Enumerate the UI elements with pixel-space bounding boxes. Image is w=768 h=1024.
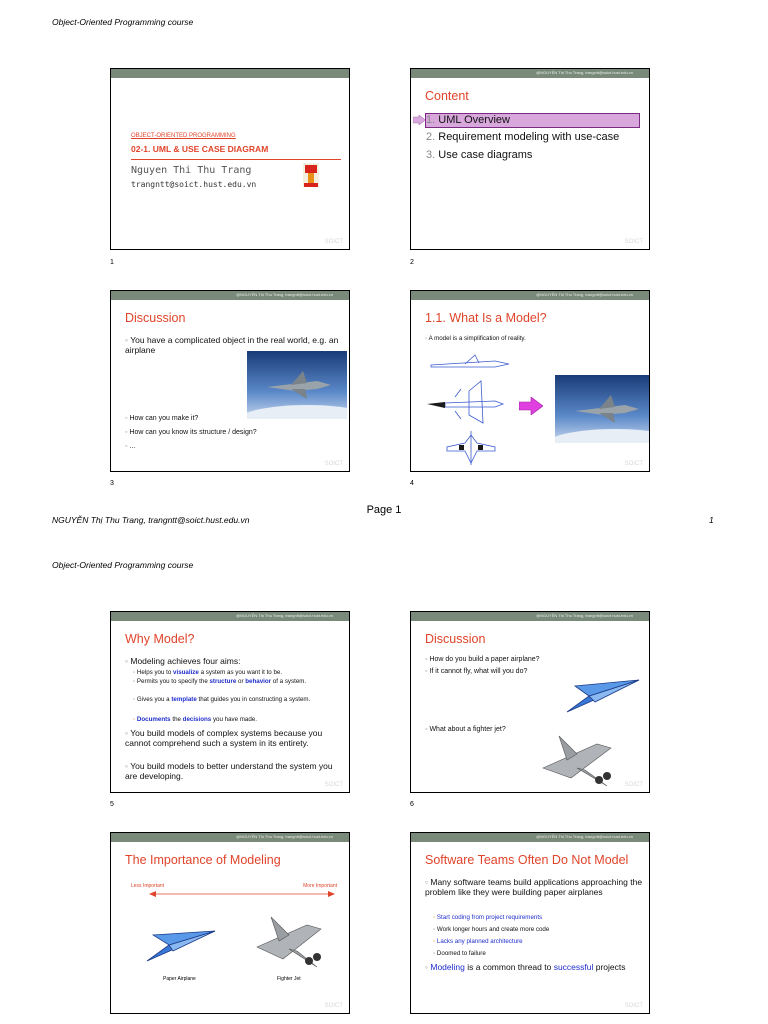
fighter-jet-photo xyxy=(555,375,650,443)
slide-number: 4 xyxy=(410,480,414,487)
sub-bullet: ◦ Gives you a template that guides you in constructing a system. xyxy=(133,696,311,703)
slide-header-bar: @NGUYỄN Thị Thu Trang, trangntt@soict.hust.edu.vn xyxy=(111,833,349,842)
paper-airplane-caption: Paper Airplane xyxy=(163,976,196,982)
slide-watermark: SOICT xyxy=(324,1003,343,1009)
deck-title: 02-1. UML & USE CASE DIAGRAM xyxy=(131,144,269,154)
slide-title: Why Model? xyxy=(125,632,195,646)
slide-watermark: SOICT xyxy=(324,239,343,245)
bullet: ◦ You have a complicated object in the real world, e.g. an airplane xyxy=(125,335,339,355)
slide-header-bar xyxy=(111,69,349,78)
slide-header-bar: @NGUYỄN Thị Thu Trang, trangntt@soict.hust.edu.vn xyxy=(411,612,649,621)
bullet: ◦ How can you make it? xyxy=(125,415,199,422)
slide-title: Discussion xyxy=(125,311,186,325)
importance-arrow xyxy=(149,889,335,899)
paper-airplane-image xyxy=(565,676,641,716)
bullet: ◦ A model is a simplification of reality. xyxy=(425,335,526,342)
sub-bullet: ◦ Work longer hours and create more code xyxy=(433,926,550,933)
slide-6 xyxy=(410,611,650,793)
course-label: OBJECT-ORIENTED PROGRAMMING xyxy=(131,133,236,139)
slide-number: 6 xyxy=(410,801,414,808)
bullet: ◦ Modeling achieves four aims: xyxy=(125,656,241,666)
slide-watermark: SOICT xyxy=(624,461,643,467)
slide-watermark: SOICT xyxy=(624,1003,643,1009)
slide-header-bar: @NGUYỄN Thị Thu Trang, trangntt@soict.hust.edu.vn xyxy=(111,291,349,300)
slide-7 xyxy=(110,832,350,1014)
page-header: Object-Oriented Programming course xyxy=(52,560,194,570)
fighter-jet-image xyxy=(251,913,331,973)
slide-number: 1 xyxy=(110,259,114,266)
page-header: Object-Oriented Programming course xyxy=(52,17,194,27)
slide-title: The Importance of Modeling xyxy=(125,853,281,867)
slide-5 xyxy=(110,611,350,793)
university-logo xyxy=(301,161,321,189)
slide-title: Discussion xyxy=(425,632,486,646)
slide-number: 2 xyxy=(410,259,414,266)
slide-title: Software Teams Often Do Not Model xyxy=(425,853,629,867)
slide-watermark: SOICT xyxy=(624,239,643,245)
bullet: ◦ What about a fighter jet? xyxy=(425,726,506,733)
bullet: ◦ You build models to better understand the system you are developing. xyxy=(125,761,333,781)
slide-header-bar: @NGUYỄN Thị Thu Trang, trangntt@soict.hust.edu.vn xyxy=(411,291,649,300)
sub-bullet: ◦ Start coding from project requirements xyxy=(433,914,543,921)
slide-watermark: SOICT xyxy=(624,782,643,788)
slide-header-bar: @NGUYỄN Thị Thu Trang, trangntt@soict.hust.edu.vn xyxy=(111,612,349,621)
slide-2 xyxy=(410,68,650,250)
page-label: Page 1 xyxy=(366,504,402,516)
slide-number: 5 xyxy=(110,801,114,808)
content-item-1: 1. UML Overview xyxy=(426,114,510,126)
content-item-3: 3. Use case diagrams xyxy=(426,149,533,161)
sub-bullet: ◦ Permits you to specify the structure or behavior of a system. xyxy=(133,678,307,685)
bullet: ◦ How do you build a paper airplane? xyxy=(425,656,540,663)
slide-1 xyxy=(110,68,350,250)
slide-header-bar: @NGUYỄN Thị Thu Trang, trangntt@soict.hust.edu.vn xyxy=(411,833,649,842)
paper-airplane-image xyxy=(145,927,217,967)
sub-bullet: ◦ Helps you to visualize a system as you want it to be. xyxy=(133,669,283,676)
slide-header-bar: @NGUYỄN Thị Thu Trang, trangntt@soict.hust.edu.vn xyxy=(411,69,649,78)
sub-bullet: ◦ Documents the decisions you have made. xyxy=(133,716,257,723)
sub-bullet: ◦ Doomed to failure xyxy=(433,950,486,957)
slide-8 xyxy=(410,832,650,1014)
slide-4 xyxy=(410,290,650,472)
bullet: ◦ If it cannot fly, what will you do? xyxy=(425,668,528,675)
bullet: ◦ Modeling is a common thread to successful projects xyxy=(425,962,626,972)
fighter-jet-image xyxy=(537,730,623,792)
bullet: ◦ ... xyxy=(125,443,136,450)
slide-title: Content xyxy=(425,89,469,103)
author-name: Nguyen Thi Thu Trang xyxy=(131,165,252,176)
less-important-label: Less Important xyxy=(131,883,165,889)
page-footer-number: 1 xyxy=(709,515,714,525)
sub-bullet: ◦ Lacks any planned architecture xyxy=(433,938,523,945)
author-email: trangntt@soict.hust.edu.vn xyxy=(131,180,257,189)
bullet: ◦ You build models of complex systems because you cannot comprehend such a system in its entirety. xyxy=(125,728,323,748)
slide-title: 1.1. What Is a Model? xyxy=(425,311,547,325)
slide-3 xyxy=(110,290,350,472)
title-divider xyxy=(131,159,341,160)
bullet: ◦ Many software teams build applications approaching the problem like they were building paper airplanes xyxy=(425,877,643,897)
arrow-icon xyxy=(413,115,425,125)
fighter-jet-caption: Fighter Jet xyxy=(277,976,301,982)
page-footer: NGUYỄN Thị Thu Trang, trangntt@soict.hust.edu.vn xyxy=(52,515,250,525)
slide-watermark: SOICT xyxy=(324,461,343,467)
slide-watermark: SOICT xyxy=(324,782,343,788)
more-important-label: More Important xyxy=(303,883,337,889)
fighter-jet-photo xyxy=(247,351,347,419)
slide-number: 3 xyxy=(110,480,114,487)
arrow-icon xyxy=(519,397,543,415)
blueprint-drawings xyxy=(425,351,515,469)
content-item-2: 2. Requirement modeling with use-case xyxy=(426,131,620,143)
bullet: ◦ How can you know its structure / design? xyxy=(125,429,257,436)
